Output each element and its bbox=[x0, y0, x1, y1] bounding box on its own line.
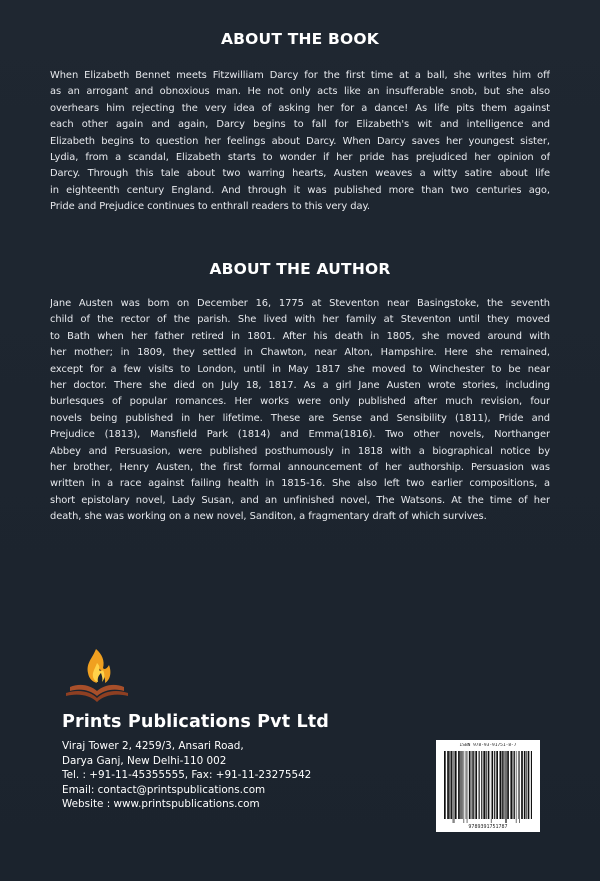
address-line: Viraj Tower 2, 4259/3, Ansari Road, bbox=[62, 740, 244, 752]
barcode-bar bbox=[526, 751, 527, 819]
about-book-text bbox=[50, 68, 550, 216]
about-book-line: When Elizabeth Bennet meets Fitzwilliam Darcy for the first time at a ball, she writes him off bbox=[50, 70, 550, 81]
barcode-bar bbox=[455, 751, 457, 819]
barcode-bar bbox=[528, 751, 530, 819]
barcode-bar bbox=[500, 751, 502, 819]
barcode-bar bbox=[481, 751, 482, 819]
barcode-bar bbox=[466, 751, 467, 819]
barcode-bar bbox=[461, 751, 462, 819]
barcode-bar bbox=[496, 751, 498, 819]
barcode-bar bbox=[467, 751, 468, 823]
flame-book-logo-icon bbox=[62, 645, 132, 707]
about-book-line: Lydia, from a scandal, Elizabeth starts to wonder if her pride has prejudiced her opinion of bbox=[50, 152, 550, 164]
about-author-line: her mother; in 1809, they settled in Chawton, near Alton, Hampshire. Here she remained, bbox=[50, 347, 550, 359]
publisher-address bbox=[62, 739, 382, 812]
barcode-bar bbox=[472, 751, 473, 819]
barcode-bar bbox=[503, 751, 504, 819]
about-author-line: short epistolary novel, Lady Susan, and an unfinished novel, The Watsons. At the time of her bbox=[50, 494, 550, 506]
barcode-bar bbox=[518, 751, 519, 819]
about-author-line: Abbey and Persuasion, were published posthumously in 1818 with a biographical notice by bbox=[50, 445, 550, 457]
barcode-bar bbox=[524, 751, 525, 819]
barcode-bar bbox=[494, 751, 495, 819]
barcode-digits: 9789391751787 bbox=[468, 824, 508, 830]
about-book-line: overhears him rejecting the very idea of asking her for a dance! As life pits them against bbox=[50, 102, 550, 114]
barcode-bar bbox=[449, 751, 450, 819]
barcode-bar bbox=[486, 751, 487, 819]
barcode-bar bbox=[513, 751, 514, 819]
address-line: Website : www.printspublications.com bbox=[62, 798, 260, 811]
about-author-line: except for a few visits to London, until in May 1817 she moved to Winchester to be near bbox=[50, 363, 550, 375]
about-author-line: burlesques of popular romances. Her works were only published after much revision, four bbox=[50, 396, 550, 408]
barcode-bar bbox=[460, 751, 461, 819]
barcode-bar bbox=[521, 751, 523, 819]
barcode-bar bbox=[491, 751, 492, 823]
barcode-bar bbox=[458, 751, 460, 819]
publisher-name: Prints Publications Pvt Ltd bbox=[62, 712, 329, 732]
about-author-line: her brother, Henry Austen, the first formal announcement of her authorship. Persuasion was bbox=[50, 462, 550, 474]
barcode-bar bbox=[488, 751, 490, 819]
barcode-bar bbox=[451, 751, 452, 819]
barcode-bar bbox=[514, 751, 515, 819]
about-book-line: Pride and Prejudice continues to enthrall readers to this very day. bbox=[50, 201, 370, 213]
about-book-line: each other again and again, Darcy begins to fall for Elizabeth's wit and intelligence and bbox=[50, 119, 550, 131]
about-author-text bbox=[50, 296, 550, 526]
address-line: Tel. : +91-11-45355555, Fax: +91-11-23275542 bbox=[62, 769, 312, 782]
barcode-bar bbox=[473, 751, 474, 819]
about-author-line: Jane Austen was bom on December 16, 1775 at Steventon near Basingstoke, the seventh bbox=[50, 298, 550, 309]
about-author-line: to Bath when her father retired in 1801. After his death in 1805, she moved around with bbox=[50, 330, 550, 342]
barcode-bar bbox=[516, 751, 517, 823]
about-book-line: Darcy. Through this tale about two warring hearts, Austen weaves a witty satire about life bbox=[50, 168, 550, 180]
about-author-line: her doctor. There she died on July 18, 1817. As a girl Jane Austen wrote stories, including bbox=[50, 380, 550, 392]
barcode-bar bbox=[475, 751, 477, 819]
about-author-line: Prejudice (1813), Mansfield Park (1814) and Emma(1816). Two other novels, Northanger bbox=[50, 429, 550, 441]
about-author-line: child of the rector of the parish. She lived with her family at Steventon until they moved bbox=[50, 314, 550, 326]
barcode-bar bbox=[492, 751, 493, 819]
barcode-bar bbox=[453, 751, 454, 823]
about-author-heading: ABOUT THE AUTHOR bbox=[209, 260, 391, 278]
barcode-bar bbox=[469, 751, 471, 819]
address-line: Email: contact@printspublications.com bbox=[62, 783, 266, 796]
about-book-line: Elizabeth begins to question her feelings about Darcy. When Darcy saves her youngest sister, bbox=[50, 135, 550, 147]
barcode bbox=[436, 740, 540, 832]
isbn-label: ISBN 978-93-91751-8-7 bbox=[459, 743, 517, 748]
about-author-line: death, she was working on a new novel, Sanditon, a fragmentary draft of which survives. bbox=[50, 511, 487, 523]
about-author-line: written in a race against failing health in 1815-16. She also left two earlier compositions, a bbox=[50, 478, 550, 490]
barcode-bar bbox=[454, 751, 455, 823]
about-author-line: novels being published in her lifetime. These are Sense and Sensibility (1811), Pride and bbox=[50, 412, 550, 424]
address-line: Darya Ganj, New Delhi-110 002 bbox=[62, 754, 227, 767]
barcode-bar bbox=[519, 751, 520, 823]
barcode-bar bbox=[464, 751, 465, 823]
barcode-bar bbox=[506, 751, 507, 823]
about-book-line: as an arrogant and obnoxious man. He not only acts like an insufferable snob, but she also bbox=[50, 86, 550, 98]
about-book-heading: ABOUT THE BOOK bbox=[220, 30, 380, 48]
barcode-bar bbox=[502, 751, 503, 819]
barcode-bar bbox=[447, 751, 449, 819]
about-book-line: in eighteenth century England. And through it was published more than two centuries ago, bbox=[50, 184, 550, 196]
barcode-bar bbox=[444, 751, 446, 819]
barcode-bars bbox=[442, 751, 534, 823]
barcode-bar bbox=[483, 751, 485, 819]
barcode-bar bbox=[479, 751, 480, 819]
barcode-bar bbox=[507, 751, 509, 819]
barcode-bar bbox=[505, 751, 506, 823]
barcode-bar bbox=[510, 751, 512, 819]
barcode-bar bbox=[531, 751, 532, 819]
